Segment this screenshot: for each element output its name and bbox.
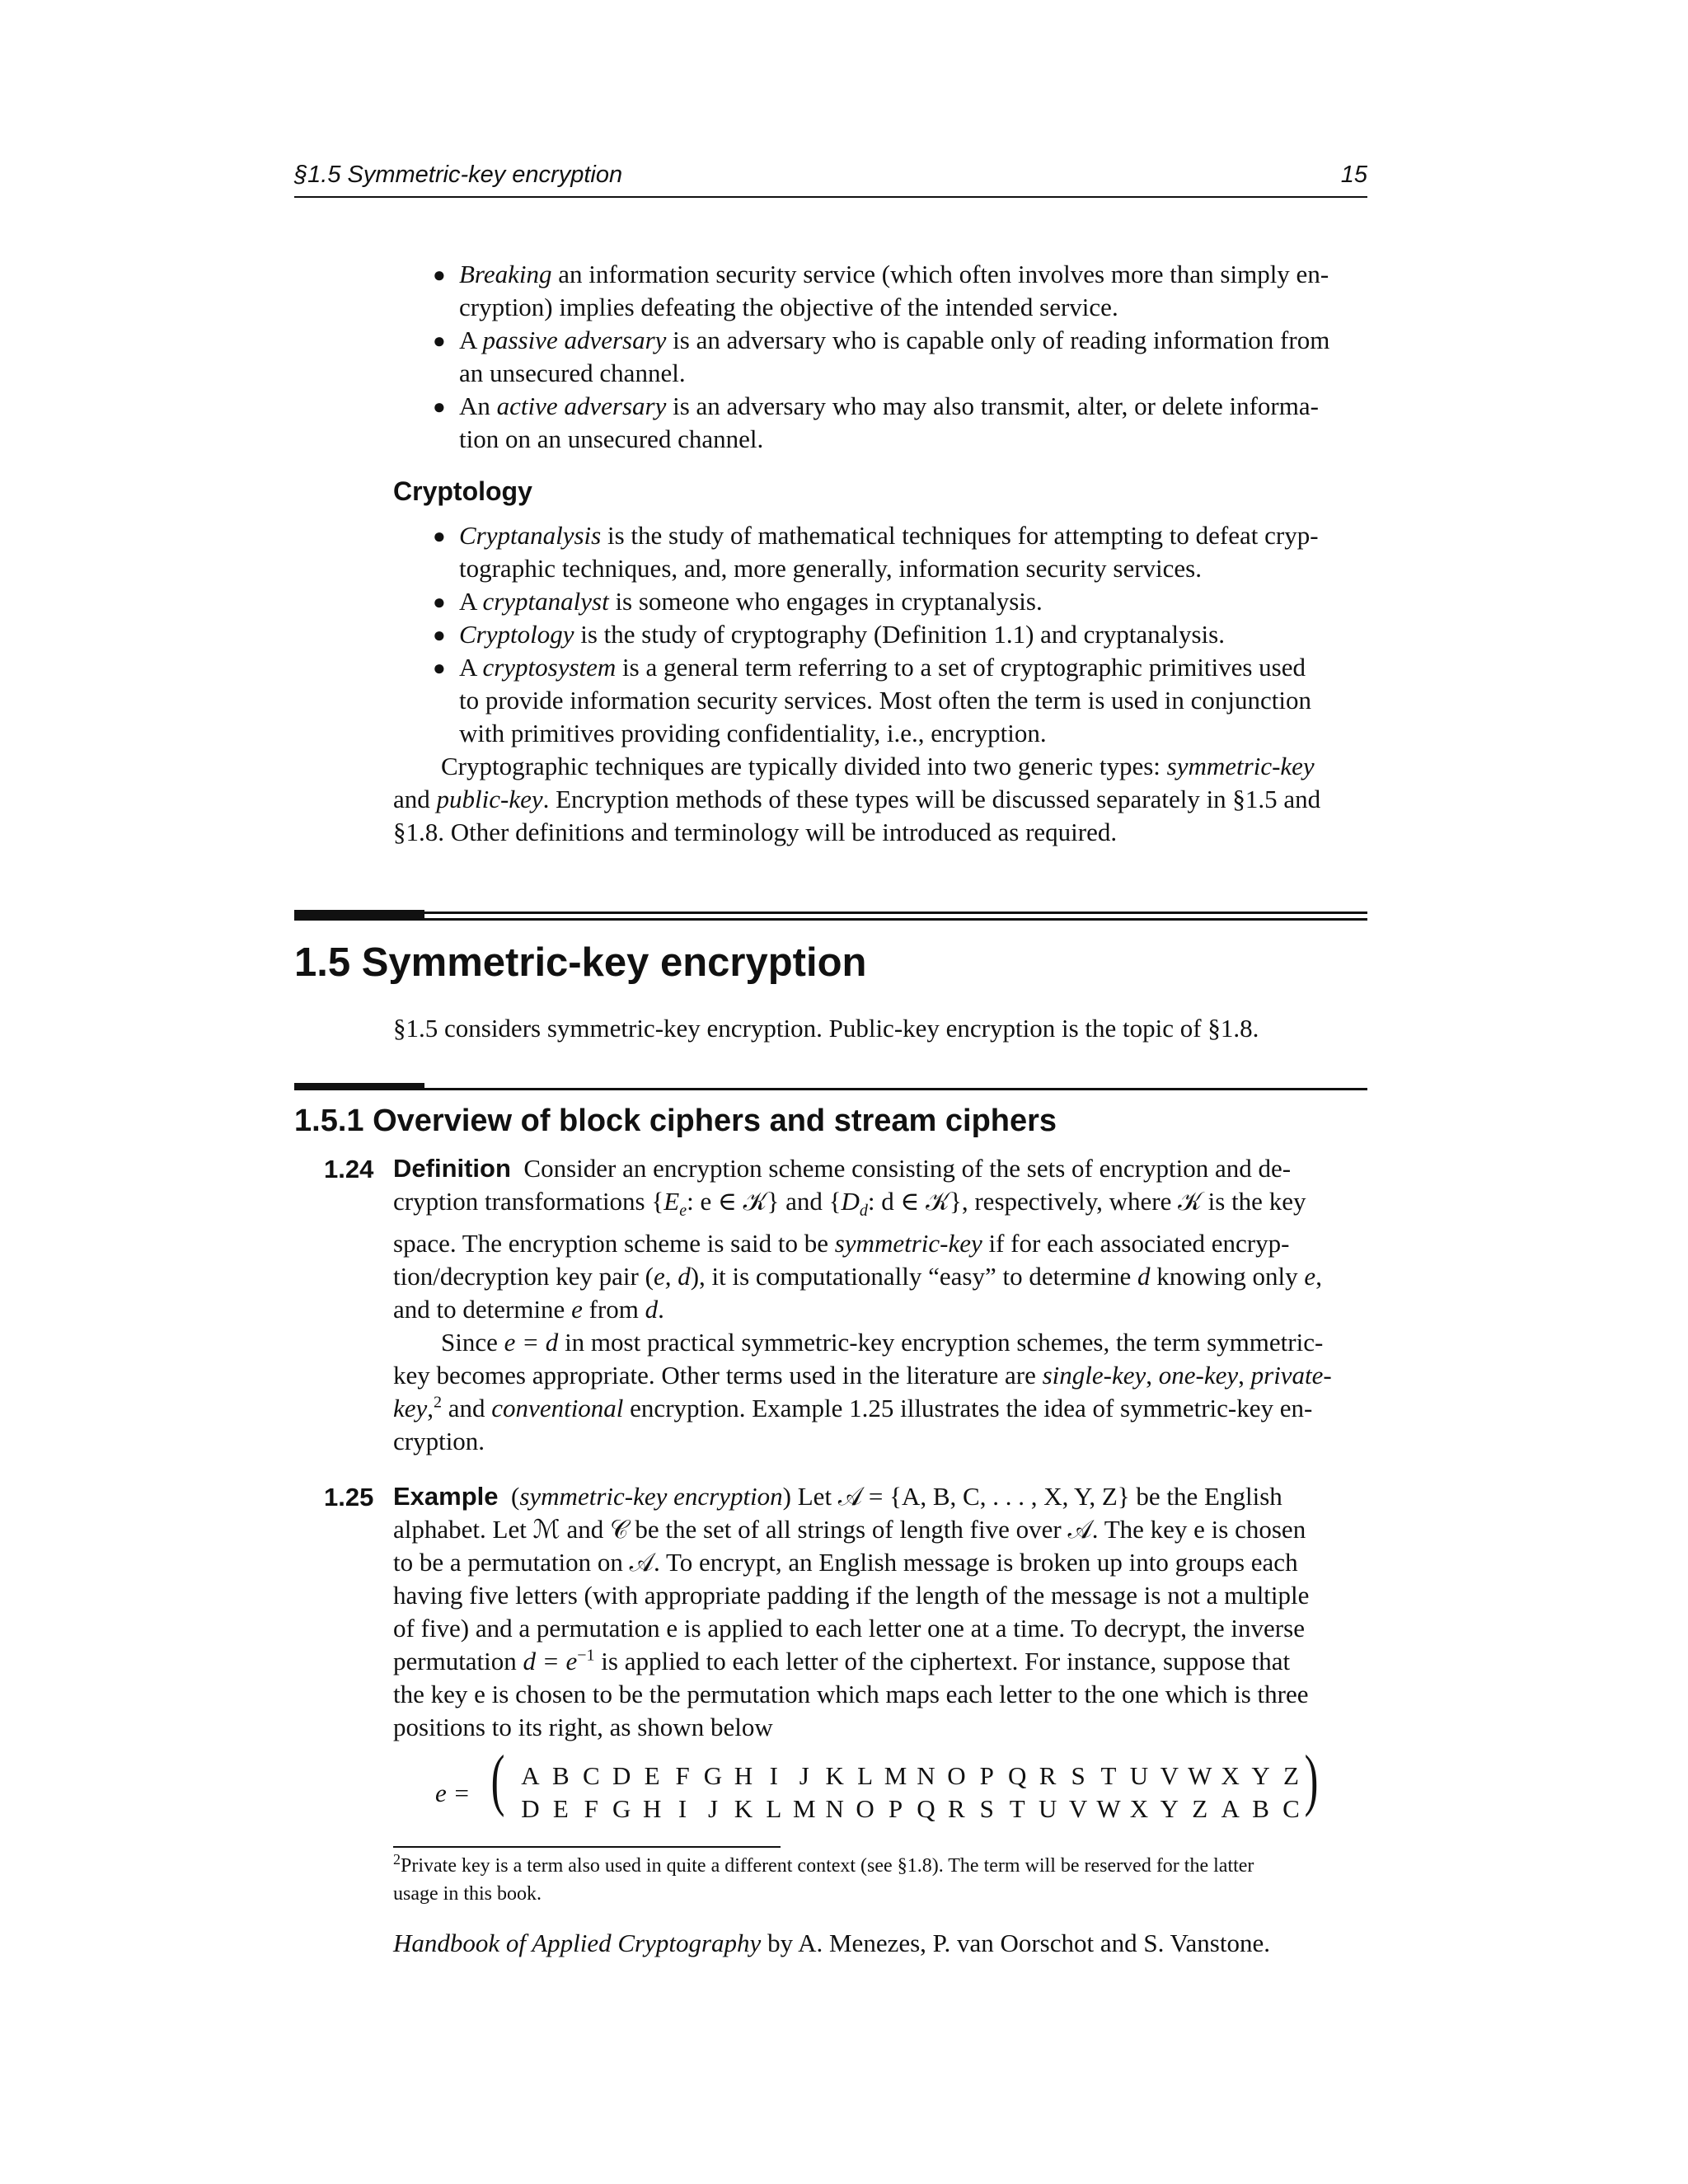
definition-1-24-paragraph: Since e = d in most practical symmetric-key encryption schemes, the term symmetric- key becomes appropriate. Other terms used in the literature are single-key, one-key, private- key,$^2$ and conventional encryption. Example 1.25 illustrates the idea of symmetric-key en- cryption. <box>393 1328 1332 1455</box>
section-rule-bottom <box>294 918 1367 921</box>
cipher-letter: H <box>642 1794 662 1823</box>
cipher-letter: S <box>979 1794 994 1823</box>
bullet-dot: ● <box>433 623 446 647</box>
example-number: 1.25 <box>324 1483 374 1511</box>
cipher-letter: V <box>1068 1794 1088 1823</box>
plain-letter: W <box>1188 1761 1212 1790</box>
plain-letter: N <box>917 1761 935 1790</box>
cipher-letter: P <box>888 1794 903 1823</box>
cipher-letter: O <box>856 1794 874 1823</box>
cipher-letter: A <box>1221 1794 1240 1823</box>
cryptology-paragraph: Cryptographic techniques are typically divided into two generic types: symmetric-key and public-key. Encryption methods of these types will be discussed separately in §1.5 and §1.8. Other definitions and terminology will be introduced as required. <box>393 752 1321 846</box>
plain-letter: H <box>734 1761 753 1790</box>
list-item-cryptanalysis: Cryptanalysis is the study of mathematical techniques for attempting to defeat cryp- tographic techniques, and, more generally, information security services. <box>459 521 1319 583</box>
cipher-letter: W <box>1096 1794 1121 1823</box>
bullet-dot: ● <box>433 524 446 548</box>
plain-letter: K <box>825 1761 844 1790</box>
plain-letter: R <box>1039 1761 1057 1790</box>
definition-1-24: Definition Consider an encryption scheme consisting of the sets of encryption and de- cryption transformations {$E_e$: e ∈ 𝒦} and {$D_d$: d ∈ 𝒦}, respectively, where 𝒦 is the key space. The encryption scheme is said to be symmetric-key if for each associated encryp- tion/decryption key pair (e, d), it is computationally “easy” to determine d knowing only e, and to determine e from d. <box>393 1154 1322 1324</box>
permutation-label: e = <box>435 1779 471 1807</box>
plain-letter: F <box>675 1761 690 1790</box>
bullet-dot: ● <box>433 395 446 419</box>
plain-letter: U <box>1129 1761 1149 1790</box>
plain-letter: B <box>552 1761 570 1790</box>
plain-letter: J <box>799 1761 809 1790</box>
plain-letter: P <box>979 1761 994 1790</box>
cipher-letter: Z <box>1192 1794 1208 1823</box>
bullet-dot: ● <box>433 263 446 287</box>
plain-letter: T <box>1100 1761 1117 1790</box>
plain-letter: Y <box>1251 1761 1270 1790</box>
cipher-letter: J <box>707 1794 719 1823</box>
list-item-cryptanalyst: A cryptanalyst is someone who engages in cryptanalysis. <box>459 587 1043 616</box>
cipher-letter: X <box>1129 1794 1149 1823</box>
cipher-letter: Y <box>1160 1794 1179 1823</box>
section-rule-bar <box>294 910 424 921</box>
plain-letter: G <box>703 1761 723 1790</box>
right-paren: ) <box>1304 1741 1319 1818</box>
cipher-letter: K <box>734 1794 753 1823</box>
cipher-letter: T <box>1009 1794 1025 1823</box>
bullet-dot: ● <box>433 656 446 680</box>
cipher-letter: G <box>612 1794 631 1823</box>
list-item-breaking: Breaking an information security service (which often involves more than simply en- cryption) implies defeating the objective of the intended service. <box>459 260 1329 321</box>
section-rule-top <box>294 912 1367 914</box>
bullet-dot: ● <box>433 329 446 353</box>
definition-number: 1.24 <box>324 1155 374 1183</box>
plain-letter: Q <box>1008 1761 1027 1790</box>
list-item-passive-adversary: A passive adversary is an adversary who is capable only of reading information from an unsecured channel. <box>459 326 1330 387</box>
plain-letter: M <box>884 1761 907 1790</box>
plain-letter: L <box>857 1761 874 1790</box>
book-citation: Handbook of Applied Cryptography by A. Menezes, P. van Oorschot and S. Vanstone. <box>393 1929 1270 1957</box>
cipher-letter: L <box>766 1794 782 1823</box>
plain-letter: D <box>612 1761 631 1790</box>
plain-letter: Z <box>1283 1761 1299 1790</box>
section-title-1-5-1: 1.5.1 Overview of block ciphers and stream ciphers <box>294 1104 1057 1138</box>
cipher-letter: C <box>1282 1794 1300 1823</box>
plain-letter: S <box>1071 1761 1085 1790</box>
plain-letter: A <box>521 1761 540 1790</box>
left-paren: ( <box>490 1741 505 1818</box>
list-item-active-adversary: An active adversary is an adversary who may also transmit, alter, or delete informa- tion on an unsecured channel. <box>459 391 1319 453</box>
running-head <box>294 162 1367 198</box>
permutation-row-plain <box>515 1761 1306 1794</box>
list-item-cryptology: Cryptology is the study of cryptography (Definition 1.1) and cryptanalysis. <box>459 620 1225 649</box>
subsection-rule <box>294 1088 1367 1090</box>
plain-letter: O <box>947 1761 966 1790</box>
cipher-letter: D <box>521 1794 540 1823</box>
cipher-letter: I <box>678 1794 687 1823</box>
cipher-letter: U <box>1038 1794 1057 1823</box>
cipher-letter: M <box>792 1794 816 1823</box>
plain-letter: C <box>582 1761 600 1790</box>
plain-letter: I <box>769 1761 778 1790</box>
cipher-letter: F <box>584 1794 598 1823</box>
cipher-letter: E <box>552 1794 569 1823</box>
plain-letter: V <box>1160 1761 1179 1790</box>
footnote: $^2$Private key is a term also used in quite a different context (see §1.8). The term will be reserved for the latter usage in this book. <box>393 1851 1254 1905</box>
section-1-5-intro: §1.5 considers symmetric-key encryption. Public-key encryption is the topic of §1.8. <box>393 1014 1259 1043</box>
cipher-letter: N <box>825 1794 844 1823</box>
example-1-25: Example (symmetric-key encryption) Let 𝒜 = {A, B, C, . . . , X, Y, Z} be the English alphabet. Let ℳ and 𝒞 be the set of all strings of length five over 𝒜. The key e is chosen to be a permutation on 𝒜. To encrypt, an English message is broken up into groups each having five letters (with appropriate padding if the length of the message is not a multiple of five) and a permutation e is applied to each letter one at a time. To decrypt, the inverse permutation $d = e^{-1}$ is applied to each letter of the ciphertext. For instance, suppose that the key e is chosen to be the permutation which maps each letter to the one which is three positions to its right, as shown below <box>393 1482 1310 1741</box>
page-number: 15 <box>1340 162 1367 188</box>
cipher-letter: Q <box>917 1794 935 1823</box>
cipher-letter: R <box>948 1794 965 1823</box>
section-title-1-5: 1.5 Symmetric-key encryption <box>294 940 867 985</box>
cipher-letter: B <box>1252 1794 1269 1823</box>
subsection-rule-bar <box>294 1083 424 1090</box>
bullet-dot: ● <box>433 590 446 614</box>
footnote-marker: 2 <box>434 1393 443 1412</box>
list-item-cryptosystem: A cryptosystem is a general term referring to a set of cryptographic primitives used to provide information security services. Most often the term is used in conjunction with primitives providing confidentiality, i.e., encryption. <box>459 653 1311 748</box>
plain-letter: X <box>1221 1761 1240 1790</box>
cryptology-heading: Cryptology <box>393 476 532 506</box>
running-head-section: §1.5 Symmetric-key encryption <box>294 162 623 188</box>
footnote-rule <box>393 1846 781 1848</box>
permutation-row-cipher <box>515 1794 1306 1827</box>
plain-letter: E <box>644 1761 660 1790</box>
